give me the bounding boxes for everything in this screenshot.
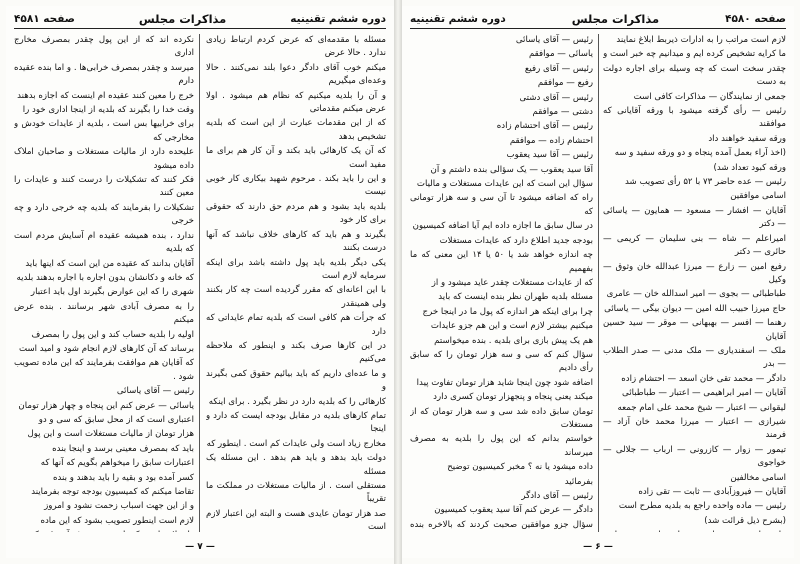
text-line: میرسد و چقدر بمصرف خرابی‌ها . و اما بنده عقیده دارم	[14, 62, 194, 87]
page-number: صفحه ۴۵۸۰	[725, 13, 786, 25]
text-line: بلدیه باید بشود و هم مردم حق دارند که حقوقی برای کار خود	[206, 201, 386, 226]
text-line: بودجه جدید اطلاع دارد که عایدات مستغلات	[439, 235, 593, 246]
text-line: (اخذ آراء بعمل آمده پنجاه و دو ورقه سفید و سه	[614, 148, 786, 159]
text-line: ملک — اسفندیاری — ملک مدنی — صدر الطلاب — بدر	[603, 345, 786, 370]
text-column-right	[206, 34, 386, 532]
text-line: رئیس — آقا سید یعقوب	[506, 150, 593, 161]
text-line: را به مصرف آبادی شهر برسانند . بنده عرض میکنم	[14, 301, 194, 326]
text-line	[603, 529, 786, 532]
text-line: با این اعانه‌ای که مقرر گردیده است چه کار بکنند ولی همینقدر	[206, 285, 386, 309]
page-header	[410, 10, 786, 29]
text-line: حاج میرزا حبیب الله امین — دیوان بیگی — یاسائی	[604, 303, 786, 314]
text-line: آقا سید یعقوب — یک سؤالی بنده داشتم و آن	[430, 164, 593, 175]
text-line: شهری را که این عوارض بگیرند اول باید اعتبار	[30, 287, 194, 298]
text-line: که خانه و دکانشان بدون اجاره با اجاره بدهند بلدیه	[16, 272, 194, 283]
text-line: تمام کارهای بلدیه در مقابل بودجه ایست که دارد و اینجا	[206, 410, 386, 435]
book-gutter	[394, 0, 402, 564]
text-line: رفیع امین — زارع — میرزا عبدالله خان وثوق — وکیل	[603, 261, 786, 285]
text-line: لیقوانی — اعتبار — شیخ محمد علی امام جمعه	[617, 402, 786, 413]
text-column-left	[410, 34, 593, 532]
text-line: که از عایدات مستغلات چقدر عاید میشود و از	[431, 277, 593, 288]
left-page	[6, 6, 394, 558]
text-line: در این کارها صرف بکند و اینطور که ملاحظه می‌کنیم	[206, 340, 386, 365]
text-line: دولت باید بدهد و باید هم بدهد . این مسئله یک مسئله	[206, 453, 386, 477]
page-header	[14, 10, 386, 29]
text-line: اولیه را بلدیه حساب کند و این پول را بمصرف	[31, 329, 194, 340]
text-line: ورقه کبود تعداد شد)	[713, 162, 786, 173]
text-line: و آن را بلدیه میکنیم که نظام هم میشود . اولا عرض میکنم مقدماتی	[206, 90, 386, 115]
text-line: که جرأت هم کافی است که بلدیه تمام عایداتی که دارد	[206, 313, 386, 337]
text-line: برای خرابیها بس است ، بلدیه از عایدات خودش و مخارجی که	[14, 119, 194, 143]
text-line: آقایان بدانند که عقیده من این است که اینها باید	[25, 258, 194, 269]
column-divider	[199, 34, 200, 532]
text-line: بفرمائید	[564, 476, 593, 487]
text-line: رئیس — ماده واحده راجع به بلدیه مطرح است	[618, 501, 786, 512]
text-line: رئیس — آقای احتشام زاده	[496, 121, 593, 132]
text-line: تقاضا میکنم که کمیسیون بودجه توجه بفرمایند	[31, 487, 194, 497]
text-line: تشکیلات را بفرمایند که بلدیه چه خرجی دارد و چه خرجی	[14, 202, 194, 227]
text-line: میکند یعنی پنجاه و پنجهزار تومان کسری دارد	[433, 392, 593, 403]
page-title: مذاکرات مجلس	[571, 12, 660, 26]
text-line: ندارد ، بنده همیشه عقیده ام آسایش مردم است که بلدیه	[14, 230, 194, 255]
text-line: رئیس — آقای دادگر	[521, 491, 593, 501]
text-column-right	[603, 34, 786, 532]
text-line: و از این جهت اسباب زحمت نشود و امروز	[44, 501, 194, 512]
page-footer-number: — ۷ —	[185, 542, 215, 552]
text-line: برساند که آن کارهای لازم انجام شود و امید است	[19, 343, 194, 354]
text-line	[14, 529, 194, 532]
right-page	[402, 6, 794, 558]
text-line: دادگر — محمد تقی خان اسعد — احتشام زاده	[621, 373, 786, 384]
text-line: صد هزار تومان عایدی هست و البته این اعتبار لازم است	[206, 508, 386, 532]
text-line: هزار تومان از مالیات مستغلات است و این پول	[27, 429, 194, 440]
text-line: رئیس — آقای رفیع	[524, 63, 593, 74]
text-line: یاسائی — عرض کنم این پنجاه و چهار هزار تومان	[18, 400, 194, 411]
text-line: اعتباری است که از محل سابق که سی و دو	[38, 414, 194, 425]
text-line: و ما عده‌ای داریم که باید بیائیم حقوق کمی بگیرند و	[206, 368, 386, 393]
text-line: فکر کنند که تشکیلات را درست کنند و عایدات را معین کنند	[14, 175, 194, 199]
text-line: ورقه سفید خواهند داد	[708, 133, 786, 144]
text-line: رفیع — موافقم	[537, 78, 593, 89]
text-line: که آن یک کارهائی باید بکند و آن کار هم برای ما مفید است	[206, 146, 386, 170]
text-line: چقدر سخت است که چه وسیله برای اجاره دولت به دست	[603, 63, 786, 88]
session-label: دوره ششم تقنینیه	[410, 13, 506, 25]
text-line: باید که بمصرف معینی برسد و اینجا بنده	[52, 443, 194, 454]
text-line: راه که اضافه میشود تا آن سی و سه هزار تومانی که	[410, 193, 593, 217]
text-line: چرا برای اینکه هر اندازه که پول ما در اینجا خرج	[422, 306, 593, 317]
text-line: خرج را معین کنند عقیده ام اینست که اجازه بدهند	[17, 90, 194, 101]
text-line: مسئله بلدیه طهران نظر بنده اینست که باید	[438, 292, 593, 303]
text-line: دادگر — عرض کنم آقا سید یعقوب کمیسیون	[434, 505, 593, 516]
text-line: طباطبائی — بجوی — امیر اسدالله خان — عامری	[606, 289, 786, 300]
page-footer-number: — ۶ —	[583, 542, 613, 552]
text-line: یاسائی — موافقم	[528, 49, 593, 60]
text-line: هم یک پیش بازی برای بلدیه . بنده میخواستم	[434, 335, 593, 346]
text-line: مستقلی است . از مالیات مستغلات در مملکت ما تقریباً	[206, 481, 386, 505]
text-line: خواستم بدانم که این پول را بلدیه به مصرف میرساند	[410, 434, 593, 458]
text-line: (بشرح ذیل قرائت شد)	[704, 515, 786, 526]
text-line: کسر آمده بود و بقیه را باید بدهند و بنده	[53, 472, 194, 483]
text-line: امیراعلم — شاه — بنی سلیمان — کریمی — حائری — دکتر	[603, 233, 786, 258]
text-line: دشتی — موافقم	[532, 107, 593, 118]
text-line: مسئله با مقدمه‌ای که عرض کردم ارتباط زیادی ندارد . حالا عرض	[206, 35, 386, 59]
text-line: میکنیم بیشتر لازم است و این هم جزو عایدات	[430, 321, 593, 332]
text-line: رئیس — رأی گرفته میشود با ورقه آقایانی که موافقند	[603, 106, 786, 130]
text-line: که آقایان هم موافقت بفرمایند که این ماده تصویب شود .	[14, 358, 194, 382]
text-line: اضافه شود چون اینجا شاید هزار تومان تفاوت پیدا	[416, 377, 593, 388]
column-divider	[598, 34, 599, 532]
text-line: شیرازی — اعتبار — میرزا محمد خان آزاد — فرمند	[603, 416, 786, 441]
text-line: سؤال این است که این عایدات مستغلات و مالیات	[416, 179, 593, 190]
text-line: یکی دیگر بلدیه باید پول داشته باشد برای اینکه سرمایه لازم است	[206, 257, 386, 281]
text-line: ما کرایه تشخیص کرده ایم و میدانیم چه خبر است و	[603, 49, 786, 60]
text-line: لازم است مراتب را به ادارات ذیربط ابلاغ نمایند	[616, 35, 786, 45]
text-line: بگیرند و هم باید که کارهای خلاف نباشد که آنها درست بکنند	[206, 229, 386, 254]
text-line: رئیس — آقای دشتی	[519, 92, 593, 103]
text-line: که از این مقدمات عبارت از این است که بلدیه تشخیص بدهد	[206, 118, 386, 142]
text-line: چه اندازه خواهد شد یا ۵۰ یا ۱۴ این معنی که ما بفهمیم	[410, 250, 593, 274]
text-line: رئیس — عده حاضر ۷۳ با ۵۲ رأی تصویب شد	[625, 177, 786, 188]
page-number: صفحه ۴۵۸۱	[14, 13, 75, 25]
session-label: دوره ششم تقنینیه	[290, 13, 386, 25]
text-column-left	[14, 34, 194, 532]
text-line: تومان سابق داده شد سی و سه هزار تومان که از مستغلات	[410, 406, 593, 430]
text-line: اسامی مخالفین	[730, 472, 786, 483]
text-line: و این را باید بکند . مرحوم شهید بیکاری کار خوبی نیست	[206, 174, 386, 198]
text-line: رئیس — آقای یاسائی	[515, 35, 593, 45]
page-title: مذاکرات مجلس	[138, 12, 227, 26]
text-line: رهنما — افسر — بهبهانی — موقر — سید حسین آقایان	[603, 318, 786, 342]
text-line: سؤال جزو موافقین صحبت کردند که بالاخره بنده	[410, 519, 593, 530]
text-line: آقایان — امیر ابراهیمی — اعتبار — طباطبائی	[622, 388, 786, 399]
text-line: علیحده دارد از مالیات مستغلات و صاحبان املاک داده میشود	[14, 147, 194, 171]
text-line: رئیس — آقای یاسائی	[116, 386, 194, 397]
text-line: تیمور — زوار — کازرونی — ارباب — جلالی — خواجوی	[603, 444, 786, 469]
text-line: آقایان — افشار — مسعود — همایون — یاسائی — دکتر	[603, 205, 786, 230]
text-line: جمعی از نمایندگان — مذاکرات کافی است	[633, 91, 786, 102]
text-line: وقت خدا را بگیرند که بلدیه از اینجا اداری خود را	[22, 105, 194, 116]
text-line: سؤال کنم که سی و سه هزار تومان را که سابق رأی دادیم	[410, 349, 593, 374]
text-line: لازم است اینطور تصویب بشود که این ماده	[40, 515, 194, 526]
text-line: میکنم خوب آقای دادگر دعوا بلند نمی‌کنند . حالا وعده‌ای میگیریم	[206, 62, 386, 87]
text-line: کارهائی را که بلدیه دارد در نظر بگیرد . برای اینکه	[208, 396, 386, 407]
text-line: نکرده اند که از این پول چقدر بمصرف مخارج اداری	[14, 35, 194, 59]
text-line: مخارج زیاد است ولی عایدات کم است . اینطور که	[206, 438, 386, 449]
text-line: احتشام زاده — موافقم	[509, 135, 593, 146]
text-line: اسامی موافقین	[730, 191, 786, 202]
text-line: اعتبارات سابق را میخواهم بگویم که آنها که	[40, 458, 194, 469]
text-line: در سال سابق ما اجازه داده ایم آیا اضافه کمیسیون	[412, 221, 593, 232]
text-line: داده میشود یا نه ؟ مخبر کمیسیون توضیح	[447, 462, 593, 473]
text-line: آقایان — فیروزآبادی — ثابت — تقی زاده	[638, 487, 786, 497]
